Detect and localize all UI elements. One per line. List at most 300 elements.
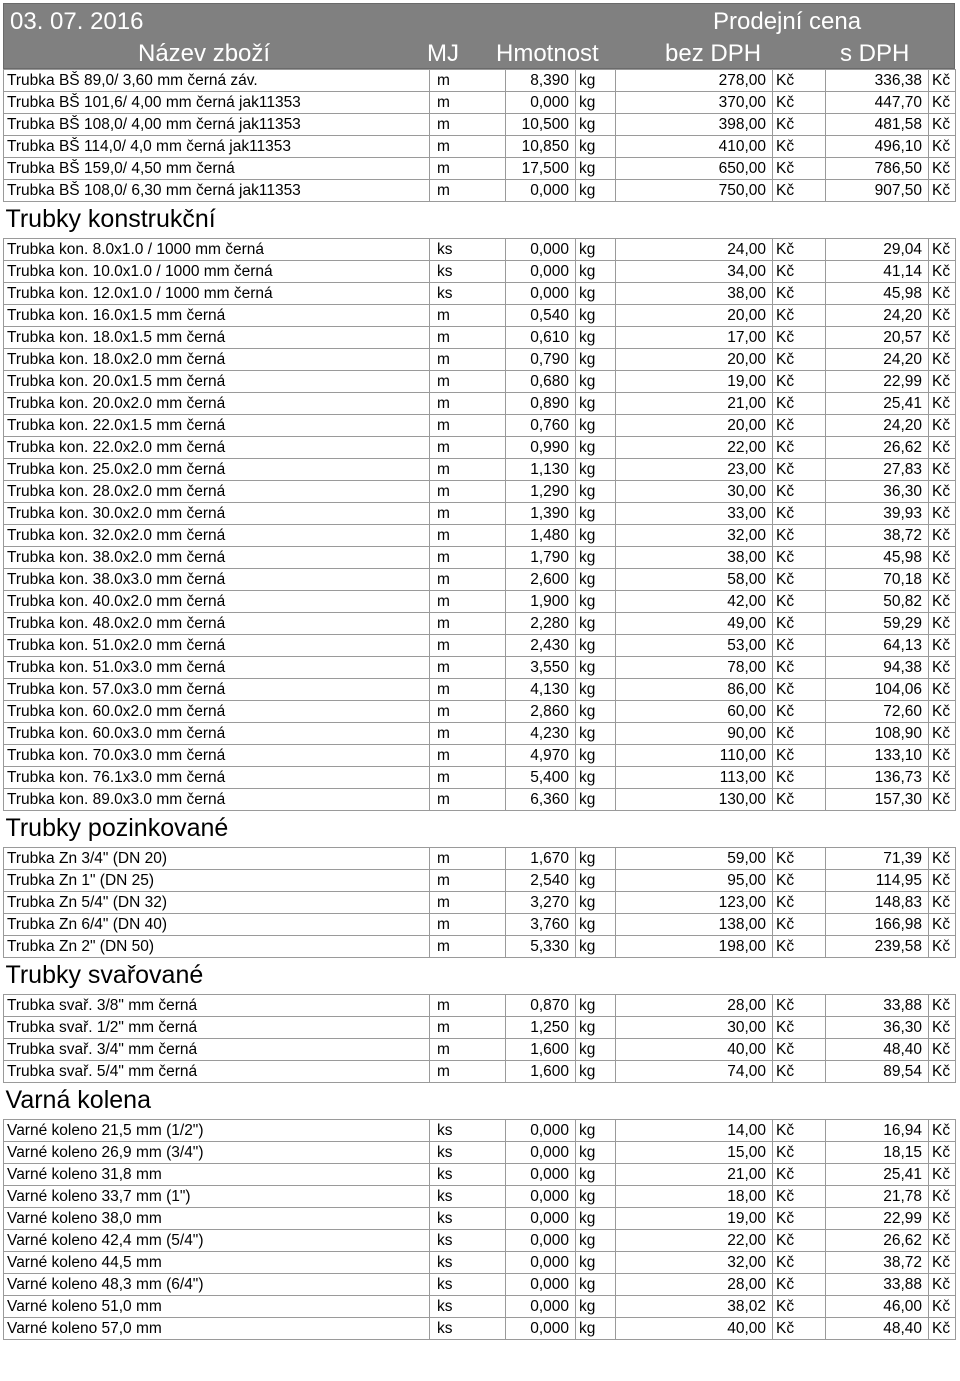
currency-net: Kč: [773, 503, 826, 525]
unit-of-measure: m: [430, 745, 506, 767]
table-row: [4, 1142, 956, 1164]
price-gross: 64,13: [826, 635, 929, 657]
currency-net: Kč: [773, 767, 826, 789]
product-name: Trubka kon. 20.0x2.0 mm černá: [4, 393, 430, 415]
currency-gross: Kč: [929, 180, 956, 202]
unit-of-measure: m: [430, 481, 506, 503]
weight-unit: kg: [576, 1017, 616, 1039]
weight-unit: kg: [576, 437, 616, 459]
product-name: Trubka kon. 48.0x2.0 mm černá: [4, 613, 430, 635]
price-gross: 25,41: [826, 393, 929, 415]
currency-gross: Kč: [929, 892, 956, 914]
price-net: 18,00: [616, 1186, 773, 1208]
product-name: Trubka kon. 38.0x3.0 mm černá: [4, 569, 430, 591]
weight-value: 3,270: [506, 892, 576, 914]
price-net: 750,00: [616, 180, 773, 202]
table-row: [4, 283, 956, 305]
price-gross: 104,06: [826, 679, 929, 701]
price-net: 30,00: [616, 481, 773, 503]
weight-value: 1,790: [506, 547, 576, 569]
table-row: [4, 459, 956, 481]
price-gross: 18,15: [826, 1142, 929, 1164]
product-name: Varné koleno 51,0 mm: [4, 1296, 430, 1318]
unit-of-measure: ks: [430, 1230, 506, 1252]
currency-net: Kč: [773, 936, 826, 958]
currency-gross: Kč: [929, 591, 956, 613]
unit-of-measure: m: [430, 92, 506, 114]
weight-unit: kg: [576, 158, 616, 180]
currency-gross: Kč: [929, 1186, 956, 1208]
price-net: 21,00: [616, 393, 773, 415]
weight-unit: kg: [576, 371, 616, 393]
product-name: Trubka kon. 10.0x1.0 / 1000 mm černá: [4, 261, 430, 283]
currency-gross: Kč: [929, 635, 956, 657]
currency-gross: Kč: [929, 393, 956, 415]
price-gross: 907,50: [826, 180, 929, 202]
weight-unit: kg: [576, 635, 616, 657]
currency-net: Kč: [773, 1142, 826, 1164]
weight-unit: kg: [576, 1186, 616, 1208]
weight-value: 0,000: [506, 1230, 576, 1252]
section-title: Trubky svařované: [5, 961, 204, 989]
price-gross: 38,72: [826, 1252, 929, 1274]
price-gross: 26,62: [826, 1230, 929, 1252]
weight-value: 8,390: [506, 70, 576, 92]
column-header-mj: MJ: [427, 40, 459, 67]
weight-unit: kg: [576, 1039, 616, 1061]
currency-net: Kč: [773, 1274, 826, 1296]
product-name: Varné koleno 48,3 mm (6/4"): [4, 1274, 430, 1296]
weight-value: 1,600: [506, 1061, 576, 1083]
price-gross: 25,41: [826, 1164, 929, 1186]
table-row: [4, 1230, 956, 1252]
weight-value: 0,000: [506, 1186, 576, 1208]
product-name: Varné koleno 42,4 mm (5/4"): [4, 1230, 430, 1252]
product-name: Trubka Zn 3/4" (DN 20): [4, 848, 430, 870]
unit-of-measure: ks: [430, 1252, 506, 1274]
table-row: [4, 70, 956, 92]
unit-of-measure: m: [430, 180, 506, 202]
weight-value: 1,290: [506, 481, 576, 503]
product-name: Trubka BŠ 108,0/ 4,00 mm černá jak11353: [4, 114, 430, 136]
product-name: Trubka kon. 57.0x3.0 mm černá: [4, 679, 430, 701]
weight-value: 0,000: [506, 180, 576, 202]
price-gross: 447,70: [826, 92, 929, 114]
product-name: Trubka svař. 3/8" mm černá: [4, 995, 430, 1017]
price-net: 398,00: [616, 114, 773, 136]
table-row: [4, 1186, 956, 1208]
currency-net: Kč: [773, 679, 826, 701]
table-row: [4, 635, 956, 657]
unit-of-measure: ks: [430, 1296, 506, 1318]
price-net: 14,00: [616, 1120, 773, 1142]
unit-of-measure: m: [430, 547, 506, 569]
table-row: [4, 261, 956, 283]
price-net: 123,00: [616, 892, 773, 914]
price-gross: 481,58: [826, 114, 929, 136]
currency-gross: Kč: [929, 679, 956, 701]
unit-of-measure: ks: [430, 1318, 506, 1340]
price-gross: 21,78: [826, 1186, 929, 1208]
unit-of-measure: ks: [430, 1186, 506, 1208]
table-row: [4, 767, 956, 789]
product-name: Trubka kon. 51.0x2.0 mm černá: [4, 635, 430, 657]
table-header: [3, 3, 955, 69]
currency-gross: Kč: [929, 92, 956, 114]
weight-unit: kg: [576, 613, 616, 635]
weight-unit: kg: [576, 848, 616, 870]
table-row: [4, 870, 956, 892]
currency-gross: Kč: [929, 261, 956, 283]
currency-net: Kč: [773, 1318, 826, 1340]
product-name: Varné koleno 44,5 mm: [4, 1252, 430, 1274]
weight-unit: kg: [576, 393, 616, 415]
table-row: [4, 657, 956, 679]
table-row: [4, 789, 956, 811]
weight-unit: kg: [576, 1142, 616, 1164]
currency-gross: Kč: [929, 1230, 956, 1252]
unit-of-measure: m: [430, 349, 506, 371]
price-gross: 22,99: [826, 371, 929, 393]
currency-gross: Kč: [929, 349, 956, 371]
product-name: Varné koleno 33,7 mm (1"): [4, 1186, 430, 1208]
currency-net: Kč: [773, 305, 826, 327]
weight-unit: kg: [576, 70, 616, 92]
weight-unit: kg: [576, 415, 616, 437]
weight-value: 1,670: [506, 848, 576, 870]
currency-gross: Kč: [929, 745, 956, 767]
weight-value: 3,550: [506, 657, 576, 679]
weight-unit: kg: [576, 261, 616, 283]
unit-of-measure: m: [430, 1061, 506, 1083]
price-net: 90,00: [616, 723, 773, 745]
product-name: Trubka BŠ 108,0/ 6,30 mm černá jak11353: [4, 180, 430, 202]
price-net: 95,00: [616, 870, 773, 892]
table-row: [4, 305, 956, 327]
weight-value: 6,360: [506, 789, 576, 811]
product-name: Trubka svař. 3/4" mm černá: [4, 1039, 430, 1061]
table-row: [4, 995, 956, 1017]
currency-gross: Kč: [929, 283, 956, 305]
price-gross: 71,39: [826, 848, 929, 870]
product-name: Trubka kon. 70.0x3.0 mm černá: [4, 745, 430, 767]
price-net: 20,00: [616, 349, 773, 371]
currency-gross: Kč: [929, 136, 956, 158]
price-gross: 148,83: [826, 892, 929, 914]
weight-unit: kg: [576, 180, 616, 202]
price-gross: 16,94: [826, 1120, 929, 1142]
unit-of-measure: m: [430, 767, 506, 789]
weight-value: 4,130: [506, 679, 576, 701]
currency-gross: Kč: [929, 1164, 956, 1186]
price-gross: 89,54: [826, 1061, 929, 1083]
price-gross: 36,30: [826, 1017, 929, 1039]
currency-net: Kč: [773, 547, 826, 569]
weight-unit: kg: [576, 349, 616, 371]
currency-gross: Kč: [929, 569, 956, 591]
table-row: [4, 481, 956, 503]
product-name: Trubka kon. 89.0x3.0 mm černá: [4, 789, 430, 811]
price-net: 370,00: [616, 92, 773, 114]
weight-value: 4,970: [506, 745, 576, 767]
price-net: 40,00: [616, 1039, 773, 1061]
currency-gross: Kč: [929, 657, 956, 679]
currency-gross: Kč: [929, 158, 956, 180]
unit-of-measure: ks: [430, 1120, 506, 1142]
price-list-date: 03. 07. 2016: [10, 8, 144, 35]
unit-of-measure: m: [430, 305, 506, 327]
currency-gross: Kč: [929, 1252, 956, 1274]
price-net: 198,00: [616, 936, 773, 958]
unit-of-measure: m: [430, 870, 506, 892]
currency-net: Kč: [773, 1296, 826, 1318]
product-name: Trubka Zn 5/4" (DN 32): [4, 892, 430, 914]
unit-of-measure: m: [430, 914, 506, 936]
unit-of-measure: m: [430, 525, 506, 547]
currency-gross: Kč: [929, 305, 956, 327]
unit-of-measure: m: [430, 679, 506, 701]
price-gross: 29,04: [826, 239, 929, 261]
weight-unit: kg: [576, 701, 616, 723]
product-name: Trubka kon. 28.0x2.0 mm černá: [4, 481, 430, 503]
price-net: 38,00: [616, 547, 773, 569]
currency-net: Kč: [773, 415, 826, 437]
currency-net: Kč: [773, 481, 826, 503]
weight-value: 1,900: [506, 591, 576, 613]
price-gross: 24,20: [826, 415, 929, 437]
weight-value: 5,330: [506, 936, 576, 958]
price-gross: 50,82: [826, 591, 929, 613]
weight-unit: kg: [576, 525, 616, 547]
currency-net: Kč: [773, 1252, 826, 1274]
currency-net: Kč: [773, 701, 826, 723]
price-net: 38,00: [616, 283, 773, 305]
currency-gross: Kč: [929, 415, 956, 437]
weight-unit: kg: [576, 914, 616, 936]
price-net: 24,00: [616, 239, 773, 261]
price-gross: 38,72: [826, 525, 929, 547]
currency-gross: Kč: [929, 723, 956, 745]
price-net: 34,00: [616, 261, 773, 283]
price-gross: 45,98: [826, 547, 929, 569]
currency-net: Kč: [773, 613, 826, 635]
weight-unit: kg: [576, 1230, 616, 1252]
weight-unit: kg: [576, 745, 616, 767]
currency-net: Kč: [773, 1017, 826, 1039]
product-name: Trubka Zn 1" (DN 25): [4, 870, 430, 892]
weight-unit: kg: [576, 591, 616, 613]
price-gross: 26,62: [826, 437, 929, 459]
weight-unit: kg: [576, 1252, 616, 1274]
weight-value: 0,000: [506, 1318, 576, 1340]
weight-unit: kg: [576, 481, 616, 503]
price-gross: 33,88: [826, 1274, 929, 1296]
currency-net: Kč: [773, 349, 826, 371]
unit-of-measure: m: [430, 158, 506, 180]
currency-net: Kč: [773, 995, 826, 1017]
price-net: 650,00: [616, 158, 773, 180]
unit-of-measure: m: [430, 635, 506, 657]
price-gross: 24,20: [826, 305, 929, 327]
currency-gross: Kč: [929, 547, 956, 569]
price-gross: 33,88: [826, 995, 929, 1017]
currency-net: Kč: [773, 261, 826, 283]
column-header-price-gross: s DPH: [840, 40, 910, 67]
weight-unit: kg: [576, 789, 616, 811]
section-heading-row: [4, 202, 956, 239]
currency-gross: Kč: [929, 701, 956, 723]
product-name: Trubka BŠ 114,0/ 4,0 mm černá jak11353: [4, 136, 430, 158]
price-gross: 166,98: [826, 914, 929, 936]
price-gross: 157,30: [826, 789, 929, 811]
unit-of-measure: m: [430, 701, 506, 723]
price-list-sheet: [3, 3, 955, 1340]
table-row: [4, 1017, 956, 1039]
currency-net: Kč: [773, 114, 826, 136]
weight-unit: kg: [576, 870, 616, 892]
product-name: Trubka Zn 6/4" (DN 40): [4, 914, 430, 936]
price-gross: 39,93: [826, 503, 929, 525]
table-row: [4, 613, 956, 635]
currency-gross: Kč: [929, 1142, 956, 1164]
weight-unit: kg: [576, 92, 616, 114]
price-gross: 45,98: [826, 283, 929, 305]
currency-gross: Kč: [929, 70, 956, 92]
unit-of-measure: m: [430, 1017, 506, 1039]
price-net: 21,00: [616, 1164, 773, 1186]
price-gross: 786,50: [826, 158, 929, 180]
price-net: 30,00: [616, 1017, 773, 1039]
unit-of-measure: ks: [430, 261, 506, 283]
price-gross: 59,29: [826, 613, 929, 635]
weight-unit: kg: [576, 1318, 616, 1340]
price-group-heading: Prodejní cena: [713, 8, 862, 35]
price-gross: 48,40: [826, 1039, 929, 1061]
weight-value: 1,480: [506, 525, 576, 547]
table-row: [4, 415, 956, 437]
table-row: [4, 1252, 956, 1274]
weight-unit: kg: [576, 1164, 616, 1186]
weight-value: 0,870: [506, 995, 576, 1017]
price-net: 53,00: [616, 635, 773, 657]
unit-of-measure: m: [430, 393, 506, 415]
weight-value: 0,000: [506, 1296, 576, 1318]
table-row: [4, 1208, 956, 1230]
currency-net: Kč: [773, 92, 826, 114]
price-net: 410,00: [616, 136, 773, 158]
currency-gross: Kč: [929, 995, 956, 1017]
weight-value: 0,760: [506, 415, 576, 437]
weight-value: 0,990: [506, 437, 576, 459]
table-row: [4, 701, 956, 723]
weight-value: 0,000: [506, 1252, 576, 1274]
price-gross: 496,10: [826, 136, 929, 158]
price-net: 58,00: [616, 569, 773, 591]
table-row: [4, 1296, 956, 1318]
currency-net: Kč: [773, 635, 826, 657]
currency-net: Kč: [773, 723, 826, 745]
price-net: 86,00: [616, 679, 773, 701]
currency-gross: Kč: [929, 1274, 956, 1296]
currency-net: Kč: [773, 525, 826, 547]
price-net: 15,00: [616, 1142, 773, 1164]
weight-value: 10,850: [506, 136, 576, 158]
price-net: 110,00: [616, 745, 773, 767]
currency-gross: Kč: [929, 848, 956, 870]
unit-of-measure: m: [430, 657, 506, 679]
currency-gross: Kč: [929, 613, 956, 635]
currency-net: Kč: [773, 591, 826, 613]
weight-unit: kg: [576, 892, 616, 914]
price-gross: 41,14: [826, 261, 929, 283]
product-name: Trubka kon. 20.0x1.5 mm černá: [4, 371, 430, 393]
product-name: Varné koleno 38,0 mm: [4, 1208, 430, 1230]
price-gross: 336,38: [826, 70, 929, 92]
weight-value: 0,000: [506, 239, 576, 261]
table-row: [4, 92, 956, 114]
currency-net: Kč: [773, 1186, 826, 1208]
unit-of-measure: ks: [430, 1142, 506, 1164]
currency-gross: Kč: [929, 459, 956, 481]
unit-of-measure: m: [430, 459, 506, 481]
price-net: 40,00: [616, 1318, 773, 1340]
weight-unit: kg: [576, 1120, 616, 1142]
weight-value: 0,000: [506, 1164, 576, 1186]
product-name: Varné koleno 26,9 mm (3/4"): [4, 1142, 430, 1164]
weight-value: 1,390: [506, 503, 576, 525]
product-name: Trubka kon. 76.1x3.0 mm černá: [4, 767, 430, 789]
currency-net: Kč: [773, 158, 826, 180]
currency-gross: Kč: [929, 437, 956, 459]
unit-of-measure: m: [430, 995, 506, 1017]
currency-gross: Kč: [929, 936, 956, 958]
table-row: [4, 745, 956, 767]
product-name: Trubka kon. 60.0x2.0 mm černá: [4, 701, 430, 723]
currency-net: Kč: [773, 657, 826, 679]
currency-net: Kč: [773, 745, 826, 767]
weight-unit: kg: [576, 283, 616, 305]
price-net: 278,00: [616, 70, 773, 92]
product-name: Varné koleno 57,0 mm: [4, 1318, 430, 1340]
price-table-body: [4, 70, 956, 1340]
product-name: Trubka kon. 51.0x3.0 mm černá: [4, 657, 430, 679]
table-row: [4, 914, 956, 936]
product-name: Trubka kon. 8.0x1.0 / 1000 mm černá: [4, 239, 430, 261]
price-table: [3, 69, 956, 1340]
unit-of-measure: m: [430, 936, 506, 958]
unit-of-measure: m: [430, 114, 506, 136]
product-name: Trubka svař. 1/2" mm černá: [4, 1017, 430, 1039]
price-net: 60,00: [616, 701, 773, 723]
price-gross: 94,38: [826, 657, 929, 679]
table-row: [4, 936, 956, 958]
table-row: [4, 569, 956, 591]
price-net: 42,00: [616, 591, 773, 613]
product-name: Trubka kon. 22.0x2.0 mm černá: [4, 437, 430, 459]
weight-unit: kg: [576, 569, 616, 591]
product-name: Trubka kon. 60.0x3.0 mm černá: [4, 723, 430, 745]
price-net: 74,00: [616, 1061, 773, 1083]
currency-gross: Kč: [929, 114, 956, 136]
price-net: 130,00: [616, 789, 773, 811]
price-net: 28,00: [616, 995, 773, 1017]
price-net: 138,00: [616, 914, 773, 936]
table-row: [4, 591, 956, 613]
currency-gross: Kč: [929, 239, 956, 261]
currency-gross: Kč: [929, 1061, 956, 1083]
price-net: 22,00: [616, 1230, 773, 1252]
price-net: 38,02: [616, 1296, 773, 1318]
